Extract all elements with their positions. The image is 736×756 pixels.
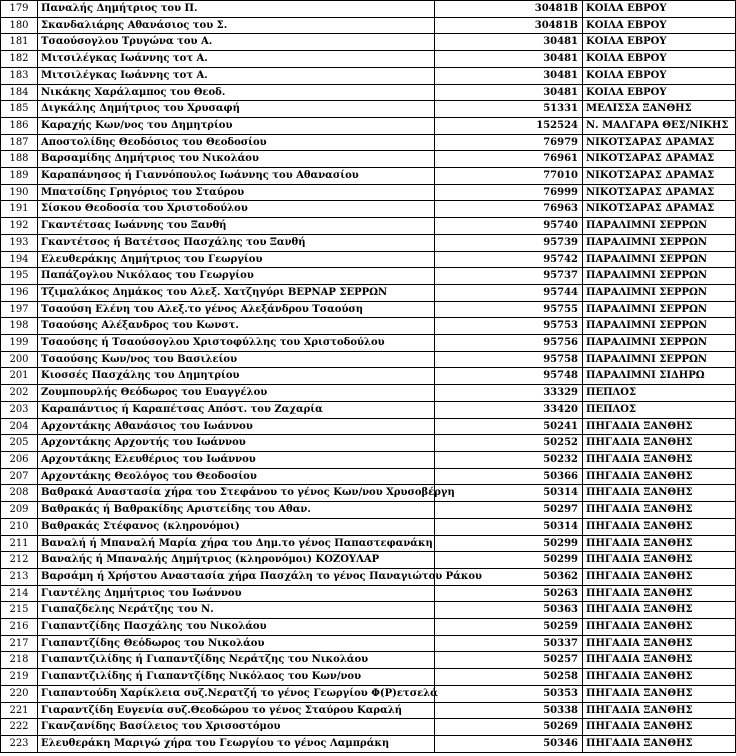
owner-name: Γκανζανίδης Βασίλειος του Χρισοστόμου bbox=[38, 719, 435, 736]
area-name: ΠΗΓΑΔΙΑ ΞΑΝΘΗΣ bbox=[583, 518, 736, 535]
row-number: 187 bbox=[1, 134, 38, 151]
row-number: 222 bbox=[1, 719, 38, 736]
area-name: ΠΗΓΑΔΙΑ ΞΑΝΘΗΣ bbox=[583, 702, 736, 719]
row-number: 211 bbox=[1, 535, 38, 552]
table-row bbox=[1, 84, 736, 101]
row-number: 181 bbox=[1, 34, 38, 51]
table-row bbox=[1, 652, 736, 669]
area-name: ΝΙΚΟΤΣΑΡΑΣ ΔΡΑΜΑΣ bbox=[583, 168, 736, 185]
table-row bbox=[1, 284, 736, 301]
row-number: 182 bbox=[1, 51, 38, 68]
parcel-code: 50299 bbox=[435, 535, 583, 552]
parcel-code: 50366 bbox=[435, 468, 583, 485]
parcel-code: 50314 bbox=[435, 485, 583, 502]
parcel-code: 50257 bbox=[435, 652, 583, 669]
parcel-code: 50259 bbox=[435, 619, 583, 636]
area-name: ΠΕΠΛΟΣ bbox=[583, 385, 736, 402]
owner-name: Γιαπαντζίδης Θεόδωρος του Νικολάου bbox=[38, 635, 435, 652]
owner-name: Τσαούσογλου Τρυγώνα του Α. bbox=[38, 34, 435, 51]
owner-name: Μιτσιλέγκας Ιωάννης τοτ Α. bbox=[38, 67, 435, 84]
row-number: 189 bbox=[1, 168, 38, 185]
owner-name: Κιοσσές Πασχάλης του Δημητρίου bbox=[38, 368, 435, 385]
parcel-code: 95744 bbox=[435, 284, 583, 301]
parcel-code: 50232 bbox=[435, 451, 583, 468]
table-row bbox=[1, 34, 736, 51]
table-row bbox=[1, 635, 736, 652]
parcel-code: 33420 bbox=[435, 401, 583, 418]
owner-name: Αρχοντάκης Ελευθέριος του Ιωάννου bbox=[38, 451, 435, 468]
row-number: 191 bbox=[1, 201, 38, 218]
owner-name: Αποστολίδης Θεοδόσιος του Θεοδοσίου bbox=[38, 134, 435, 151]
row-number: 183 bbox=[1, 67, 38, 84]
parcel-code: 50299 bbox=[435, 552, 583, 569]
owner-name: Αρχοντάκης Θεολόγος του Θεοδοσίου bbox=[38, 468, 435, 485]
area-name: ΠΑΡΑΛΙΜΝΙ ΣΕΡΡΩΝ bbox=[583, 284, 736, 301]
table-row bbox=[1, 451, 736, 468]
row-number: 195 bbox=[1, 268, 38, 285]
row-number: 192 bbox=[1, 218, 38, 235]
owner-name: Τσαούσης Αλέξανδρος του Κωνστ. bbox=[38, 318, 435, 335]
area-name: ΠΗΓΑΔΙΑ ΞΑΝΘΗΣ bbox=[583, 602, 736, 619]
owner-name: Μιτσιλέγκας Ιωάννης τοτ Α. bbox=[38, 51, 435, 68]
table-row bbox=[1, 134, 736, 151]
area-name: ΠΗΓΑΔΙΑ ΞΑΝΘΗΣ bbox=[583, 418, 736, 435]
parcel-code: 77010 bbox=[435, 168, 583, 185]
owner-name: Ζουμπουρλής Θεόδωρος του Ευαγγέλου bbox=[38, 385, 435, 402]
owner-name: Μπατσίδης Γρηγόριος του Σταύρου bbox=[38, 184, 435, 201]
owner-name: Βαναλής ή Μπαναλής Δημήτριος (κληρονόμοι) ΚΟΖΟΥΛΑΡ bbox=[38, 552, 435, 569]
table-row bbox=[1, 502, 736, 519]
parcel-code: 95753 bbox=[435, 318, 583, 335]
row-number: 223 bbox=[1, 735, 38, 752]
owner-name: Γιαπαντούδη Χαρίκλεια συζ.Νερατζή το γένος Γεωργίου Φ(Ρ)ετσελά bbox=[38, 685, 435, 702]
owner-name: Γιαραντζίδη Ευγενία συζ.Θεοδώρου το γένος Σταύρου Καραλή bbox=[38, 702, 435, 719]
area-name: ΚΟΙΛΑ ΕΒΡΟΥ bbox=[583, 84, 736, 101]
area-name: ΠΗΓΑΔΙΑ ΞΑΝΘΗΣ bbox=[583, 652, 736, 669]
table-row bbox=[1, 268, 736, 285]
owner-name: Νικάκης Χαράλαμπος του Θεοδ. bbox=[38, 84, 435, 101]
parcel-code: 50241 bbox=[435, 418, 583, 435]
row-number: 216 bbox=[1, 619, 38, 636]
table-row bbox=[1, 201, 736, 218]
row-number: 180 bbox=[1, 17, 38, 34]
table-row bbox=[1, 435, 736, 452]
table-row bbox=[1, 301, 736, 318]
owner-name: Ελευθεράκης Δημήτριος του Γεωργίου bbox=[38, 251, 435, 268]
area-name: ΠΗΓΑΔΙΑ ΞΑΝΘΗΣ bbox=[583, 502, 736, 519]
table-row bbox=[1, 151, 736, 168]
parcel-code: 50363 bbox=[435, 602, 583, 619]
area-name: ΚΟΙΛΑ ΕΒΡΟΥ bbox=[583, 51, 736, 68]
area-name: ΝΙΚΟΤΣΑΡΑΣ ΔΡΑΜΑΣ bbox=[583, 201, 736, 218]
parcel-code: 50362 bbox=[435, 568, 583, 585]
owner-name: Καραχής Κων/νος του Δημητρίου bbox=[38, 117, 435, 134]
table-row bbox=[1, 418, 736, 435]
table-row bbox=[1, 518, 736, 535]
area-name: ΠΗΓΑΔΙΑ ΞΑΝΘΗΣ bbox=[583, 635, 736, 652]
row-number: 201 bbox=[1, 368, 38, 385]
row-number: 210 bbox=[1, 518, 38, 535]
row-number: 214 bbox=[1, 585, 38, 602]
row-number: 188 bbox=[1, 151, 38, 168]
area-name: ΜΕΛΙΣΣΑ ΞΑΝΘΗΣ bbox=[583, 101, 736, 118]
row-number: 202 bbox=[1, 385, 38, 402]
row-number: 218 bbox=[1, 652, 38, 669]
owner-name: Σκανδαλιάρης Αθανάσιος του Σ. bbox=[38, 17, 435, 34]
area-name: ΠΑΡΑΛΙΜΝΙ ΣΙΔΗΡΩ bbox=[583, 368, 736, 385]
row-number: 197 bbox=[1, 301, 38, 318]
owner-name: Βαρσαμίδης Δημήτριος του Νικολάου bbox=[38, 151, 435, 168]
area-name: ΠΑΡΑΛΙΜΝΙ ΣΕΡΡΩΝ bbox=[583, 318, 736, 335]
table-row bbox=[1, 101, 736, 118]
table-row bbox=[1, 67, 736, 84]
owner-name: Βαρσάμη ή Χρήστου Αναστασία χήρα Πασχάλη το γένος Παναγιώτου Ράκου bbox=[38, 568, 435, 585]
area-name: ΠΑΡΑΛΙΜΝΙ ΣΕΡΡΩΝ bbox=[583, 234, 736, 251]
owner-name: Γιαπαζδελης Νεράτζης του Ν. bbox=[38, 602, 435, 619]
table-row bbox=[1, 17, 736, 34]
area-name: ΠΗΓΑΔΙΑ ΞΑΝΘΗΣ bbox=[583, 552, 736, 569]
area-name: ΠΗΓΑΔΙΑ ΞΑΝΘΗΣ bbox=[583, 735, 736, 752]
table-row bbox=[1, 385, 736, 402]
row-number: 206 bbox=[1, 451, 38, 468]
area-name: ΠΗΓΑΔΙΑ ΞΑΝΘΗΣ bbox=[583, 585, 736, 602]
table-row bbox=[1, 602, 736, 619]
area-name: ΠΗΓΑΔΙΑ ΞΑΝΘΗΣ bbox=[583, 535, 736, 552]
parcel-code: 30481 bbox=[435, 84, 583, 101]
row-number: 199 bbox=[1, 335, 38, 352]
area-name: ΠΑΡΑΛΙΜΝΙ ΣΕΡΡΩΝ bbox=[583, 351, 736, 368]
owner-name: Καραπάνησος ή Γιαννόπουλος Ιωάννης του Αθανασίου bbox=[38, 168, 435, 185]
area-name: ΠΗΓΑΔΙΑ ΞΑΝΘΗΣ bbox=[583, 435, 736, 452]
table-row bbox=[1, 117, 736, 134]
parcel-code: 50338 bbox=[435, 702, 583, 719]
table-row bbox=[1, 335, 736, 352]
area-name: ΠΑΡΑΛΙΜΝΙ ΣΕΡΡΩΝ bbox=[583, 218, 736, 235]
owner-name: Γιαντέλης Δημήτριος του Ιωάννου bbox=[38, 585, 435, 602]
area-name: ΠΗΓΑΔΙΑ ΞΑΝΘΗΣ bbox=[583, 619, 736, 636]
area-name: ΠΑΡΑΛΙΜΝΙ ΣΕΡΡΩΝ bbox=[583, 301, 736, 318]
area-name: ΠΑΡΑΛΙΜΝΙ ΣΕΡΡΩΝ bbox=[583, 268, 736, 285]
table-row bbox=[1, 568, 736, 585]
table-row bbox=[1, 168, 736, 185]
table-row bbox=[1, 619, 736, 636]
parcel-code: 95758 bbox=[435, 351, 583, 368]
area-name: ΠΗΓΑΔΙΑ ΞΑΝΘΗΣ bbox=[583, 669, 736, 686]
parcel-code: 95756 bbox=[435, 335, 583, 352]
owner-name: Ελευθεράκη Μαριγώ χήρα του Γεωργίου το γένος Λαμπράκη bbox=[38, 735, 435, 752]
owner-name: Γκαντέτσας Ιωάννης του Ξανθή bbox=[38, 218, 435, 235]
area-name: ΠΑΡΑΛΙΜΝΙ ΣΕΡΡΩΝ bbox=[583, 251, 736, 268]
area-name: ΠΗΓΑΔΙΑ ΞΑΝΘΗΣ bbox=[583, 468, 736, 485]
parcel-code: 30481 bbox=[435, 67, 583, 84]
table-row bbox=[1, 719, 736, 736]
table-row bbox=[1, 485, 736, 502]
parcel-code: 76963 bbox=[435, 201, 583, 218]
table-row bbox=[1, 251, 736, 268]
row-number: 207 bbox=[1, 468, 38, 485]
row-number: 215 bbox=[1, 602, 38, 619]
table-row bbox=[1, 351, 736, 368]
area-name: ΠΗΓΑΔΙΑ ΞΑΝΘΗΣ bbox=[583, 568, 736, 585]
table-row bbox=[1, 368, 736, 385]
row-number: 208 bbox=[1, 485, 38, 502]
parcel-code: 50337 bbox=[435, 635, 583, 652]
area-name: ΠΑΡΑΛΙΜΝΙ ΣΕΡΡΩΝ bbox=[583, 335, 736, 352]
area-name: ΝΙΚΟΤΣΑΡΑΣ ΔΡΑΜΑΣ bbox=[583, 151, 736, 168]
parcel-code: 30481Β bbox=[435, 1, 583, 18]
parcel-code: 76979 bbox=[435, 134, 583, 151]
parcel-code: 51331 bbox=[435, 101, 583, 118]
parcel-code: 76961 bbox=[435, 151, 583, 168]
table-row bbox=[1, 585, 736, 602]
row-number: 184 bbox=[1, 84, 38, 101]
owner-name: Διγκάλης Δημήτριος του Χρυσαφή bbox=[38, 101, 435, 118]
parcel-code: 33329 bbox=[435, 385, 583, 402]
parcel-code: 152524 bbox=[435, 117, 583, 134]
row-number: 190 bbox=[1, 184, 38, 201]
row-number: 217 bbox=[1, 635, 38, 652]
row-number: 186 bbox=[1, 117, 38, 134]
parcel-code: 30481Β bbox=[435, 17, 583, 34]
row-number: 220 bbox=[1, 685, 38, 702]
area-name: ΠΗΓΑΔΙΑ ΞΑΝΘΗΣ bbox=[583, 485, 736, 502]
row-number: 179 bbox=[1, 1, 38, 18]
owner-name: Βαναλή ή Μπαναλή Μαρία χήρα του Δημ.το γένος Παπαστεφανάκη bbox=[38, 535, 435, 552]
area-name: ΝΙΚΟΤΣΑΡΑΣ ΔΡΑΜΑΣ bbox=[583, 184, 736, 201]
row-number: 185 bbox=[1, 101, 38, 118]
parcel-code: 30481 bbox=[435, 34, 583, 51]
parcel-code: 50353 bbox=[435, 685, 583, 702]
area-name: ΚΟΙΛΑ ΕΒΡΟΥ bbox=[583, 1, 736, 18]
table-row bbox=[1, 535, 736, 552]
owner-name: Τσαούση Ελένη του Αλεξ.το γένος Αλεξάνδρου Τσαούση bbox=[38, 301, 435, 318]
table-row bbox=[1, 468, 736, 485]
owner-name: Γιαπαντζίδης Πασχάλης του Νικολάου bbox=[38, 619, 435, 636]
row-number: 203 bbox=[1, 401, 38, 418]
owner-name: Τσαούσης ή Τσαούσογλου Χριστοφύλλης του Χριστοδούλου bbox=[38, 335, 435, 352]
parcel-code: 50252 bbox=[435, 435, 583, 452]
owner-name: Βαθρακάς ή Βαθρακίδης Αριστείδης του Αθαν. bbox=[38, 502, 435, 519]
table-row bbox=[1, 702, 736, 719]
parcel-code: 95739 bbox=[435, 234, 583, 251]
parcel-code: 95740 bbox=[435, 218, 583, 235]
row-number: 200 bbox=[1, 351, 38, 368]
table-row bbox=[1, 234, 736, 251]
table-row bbox=[1, 401, 736, 418]
table-row bbox=[1, 1, 736, 18]
row-number: 204 bbox=[1, 418, 38, 435]
table-row bbox=[1, 735, 736, 752]
table-row bbox=[1, 51, 736, 68]
owner-name: Αρχοντάκης Αρχοντής του Ιωάννου bbox=[38, 435, 435, 452]
area-name: ΠΗΓΑΔΙΑ ΞΑΝΘΗΣ bbox=[583, 719, 736, 736]
area-name: ΝΙΚΟΤΣΑΡΑΣ ΔΡΑΜΑΣ bbox=[583, 134, 736, 151]
parcel-code: 30481 bbox=[435, 51, 583, 68]
table-row bbox=[1, 685, 736, 702]
parcel-code: 95755 bbox=[435, 301, 583, 318]
parcel-code: 50297 bbox=[435, 502, 583, 519]
parcel-code: 50258 bbox=[435, 669, 583, 686]
owner-name: Παναλής Δημήτριος του Π. bbox=[38, 1, 435, 18]
area-name: ΠΕΠΛΟΣ bbox=[583, 401, 736, 418]
owner-name: Γιαπαντζιλίδης ή Γιαπαντζίδης Νεράτζης του Νικολάου bbox=[38, 652, 435, 669]
row-number: 205 bbox=[1, 435, 38, 452]
parcel-code: 50269 bbox=[435, 719, 583, 736]
row-number: 193 bbox=[1, 234, 38, 251]
table-row bbox=[1, 669, 736, 686]
records-body bbox=[1, 1, 736, 753]
row-number: 194 bbox=[1, 251, 38, 268]
row-number: 209 bbox=[1, 502, 38, 519]
row-number: 213 bbox=[1, 568, 38, 585]
table-row bbox=[1, 552, 736, 569]
owner-name: Σίσκου Θεοδοσία του Χριστοδούλου bbox=[38, 201, 435, 218]
table-row bbox=[1, 318, 736, 335]
owner-name: Τζιμαλάκος Δημάκος του Αλεξ. Χατζηγύρι ΒΕΡΝΑΡ ΣΕΡΡΩΝ bbox=[38, 284, 435, 301]
row-number: 198 bbox=[1, 318, 38, 335]
owner-name: Αρχοντάκης Αθανάσιος του Ιωάννου bbox=[38, 418, 435, 435]
table-row bbox=[1, 218, 736, 235]
owner-name: Γκαντέτσος ή Βατέτσος Πασχάλης του Ξανθή bbox=[38, 234, 435, 251]
parcel-code: 95737 bbox=[435, 268, 583, 285]
area-name: ΚΟΙΛΑ ΕΒΡΟΥ bbox=[583, 17, 736, 34]
area-name: ΚΟΙΛΑ ΕΒΡΟΥ bbox=[583, 67, 736, 84]
row-number: 221 bbox=[1, 702, 38, 719]
parcel-code: 76999 bbox=[435, 184, 583, 201]
area-name: Ν. ΜΑΛΓΑΡΑ ΘΕΣ/ΝΙΚΗΣ bbox=[583, 117, 736, 134]
row-number: 212 bbox=[1, 552, 38, 569]
area-name: ΠΗΓΑΔΙΑ ΞΑΝΘΗΣ bbox=[583, 451, 736, 468]
owner-name: Τσαούσης Κων/νος του Βασιλείου bbox=[38, 351, 435, 368]
area-name: ΠΗΓΑΔΙΑ ΞΑΝΘΗΣ bbox=[583, 685, 736, 702]
area-name: ΚΟΙΛΑ ΕΒΡΟΥ bbox=[583, 34, 736, 51]
parcel-code: 95748 bbox=[435, 368, 583, 385]
parcel-code: 95742 bbox=[435, 251, 583, 268]
parcel-code: 50346 bbox=[435, 735, 583, 752]
owner-name: Παπάζογλου Νικόλαος του Γεωργίου bbox=[38, 268, 435, 285]
row-number: 219 bbox=[1, 669, 38, 686]
table-row bbox=[1, 184, 736, 201]
parcel-code: 50314 bbox=[435, 518, 583, 535]
owner-name: Καραπάντιος ή Καραπέτσας Απόστ. του Ζαχαρία bbox=[38, 401, 435, 418]
parcel-code: 50263 bbox=[435, 585, 583, 602]
owner-name: Βαθρακάς Στέφανος (κληρονόμοι) bbox=[38, 518, 435, 535]
owner-name: Βαθρακά Αναστασία χήρα του Στεφάνου το γένος Κων/νου Χρυσοβέργη bbox=[38, 485, 435, 502]
owner-name: Γιαπαντζιλίδης ή Γιαπαντζίδης Νικόλαος του Κων/νου bbox=[38, 669, 435, 686]
row-number: 196 bbox=[1, 284, 38, 301]
